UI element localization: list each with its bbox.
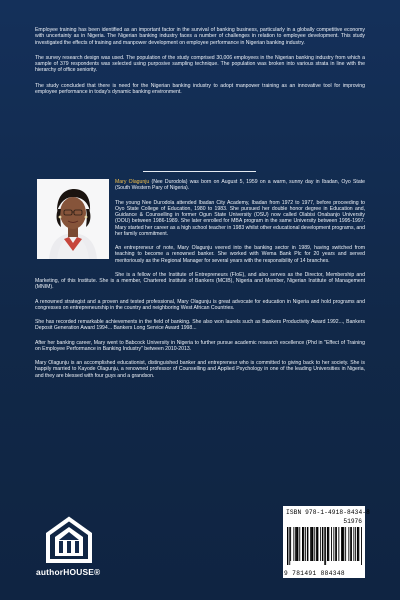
price-code: 51976 (343, 518, 362, 525)
bio-paragraph-6: She has recorded remarkable achievements in the field of banking. She also won laurels such as Bankers Productivity Award 1992..., Bankers Deposit Generation Award 1994... Bankers Long Service Award 1998... (35, 319, 365, 332)
author-photo (37, 179, 109, 259)
bio-paragraph-8: Mary Olagunju is an accomplished educationist, distinguished banker and entrepreneur who is committed to giving back to her society. She is happily married to Kayode Olagunju, a renowned professor of Counselling and Applied Psychology in one of the leading Universities in Nigeria, and they are blessed with four guys and a grandson. (35, 360, 365, 379)
authorhouse-house-logo-icon (45, 516, 93, 564)
abstract-paragraph-3: The study concluded that there is need for the Nigerian banking industry to adopt manpower training as an innovative tool for improving employee performance in today's dynamic banking environment. (35, 82, 365, 96)
bio-paragraph-2: The young Nee Durodola attended Ibadan City Academy, Ibadan from 1972 to 1977, before proceeding to Oyo State College of Education, 1980 to 1983. She pursued her double honor degree in Education and, Guidance & Counselling in former Ogun State University (OSU) now called Olabisi Onabanjo University (OOU) between 1986-1989. She later enrolled for MBA program in the same University between 1995-1997. Mary started her career as a high school teacher in 1983 whilst other educational development programs, and her family commitment. (115, 199, 365, 237)
bio-paragraph-3: An entrepreneur of note, Mary Olagunju veered into the banking sector in 1989, having switched from teaching to become a renowned banker. She worked with Wema Bank Plc for 20 years and served meritoriously as the Regional Manager for several years with the responsibility of 14 branches. (115, 245, 365, 264)
bio-paragraph-4: She is a fellow of the Institute of Entrepreneurs (FIoE), and also serves as the Director, Membership and Marketing, of this Institute. She is a member, Chartered Institute of Bankers (MCIB), Nigeria and Member, Nigerian Institute of Management (MNIM). (35, 271, 365, 291)
isbn-barcode-box (283, 506, 370, 578)
section-divider (143, 171, 256, 172)
isbn-label: ISBN 978-1-4918-8434-8 (286, 509, 370, 516)
author-name: Mary Olagunju (115, 179, 150, 185)
author-portrait-image (37, 179, 109, 259)
publisher-name: authorHOUSE® (36, 567, 101, 577)
bio-paragraph-7: After her banking career, Mary went to Babcock University in Nigeria to further pursue academic research excellence (Phd in "Effect of Training on Employee Performance in Banking Industry" between 2010-2013. (35, 339, 365, 352)
bio-paragraph-5: A renowned strategist and a proven and tested professional, Mary Olagunju is great advocate for education in Nigeria and hold programs and congresses on entrepreneurship in the country and neighboring West African Countries. (35, 298, 365, 311)
barcode-image (286, 527, 362, 565)
publisher-logo (36, 516, 102, 582)
abstract-block (35, 27, 365, 104)
abstract-paragraph-1: Employee training has been identified as an important factor in the survival of banking business, particularly in a globally competitive economy with uncertainty as in Nigeria. The Nigerian banking industry faces a number of challenges in relation to employee development. This study investigated the effects of training and manpower development on employee performance in Nigerian banking industry. (35, 27, 365, 46)
bio-paragraph-1-text: (Nee Durodola) was born on August 5, 1959 on a warm, sunny day in Ibadan, Oyo State (South Western Pary of Nigeria). (115, 179, 366, 192)
abstract-paragraph-2: The survey research design was used. The population of the study comprised 30,006 employees in the Nigerian banking industry from which a sample of 379 respondents was selected using purposive sampling technique. The population was broken into various strata in line with the hierarchy of office seniority. (35, 54, 365, 74)
ean-digits: 9 781491 884348 (284, 570, 345, 577)
